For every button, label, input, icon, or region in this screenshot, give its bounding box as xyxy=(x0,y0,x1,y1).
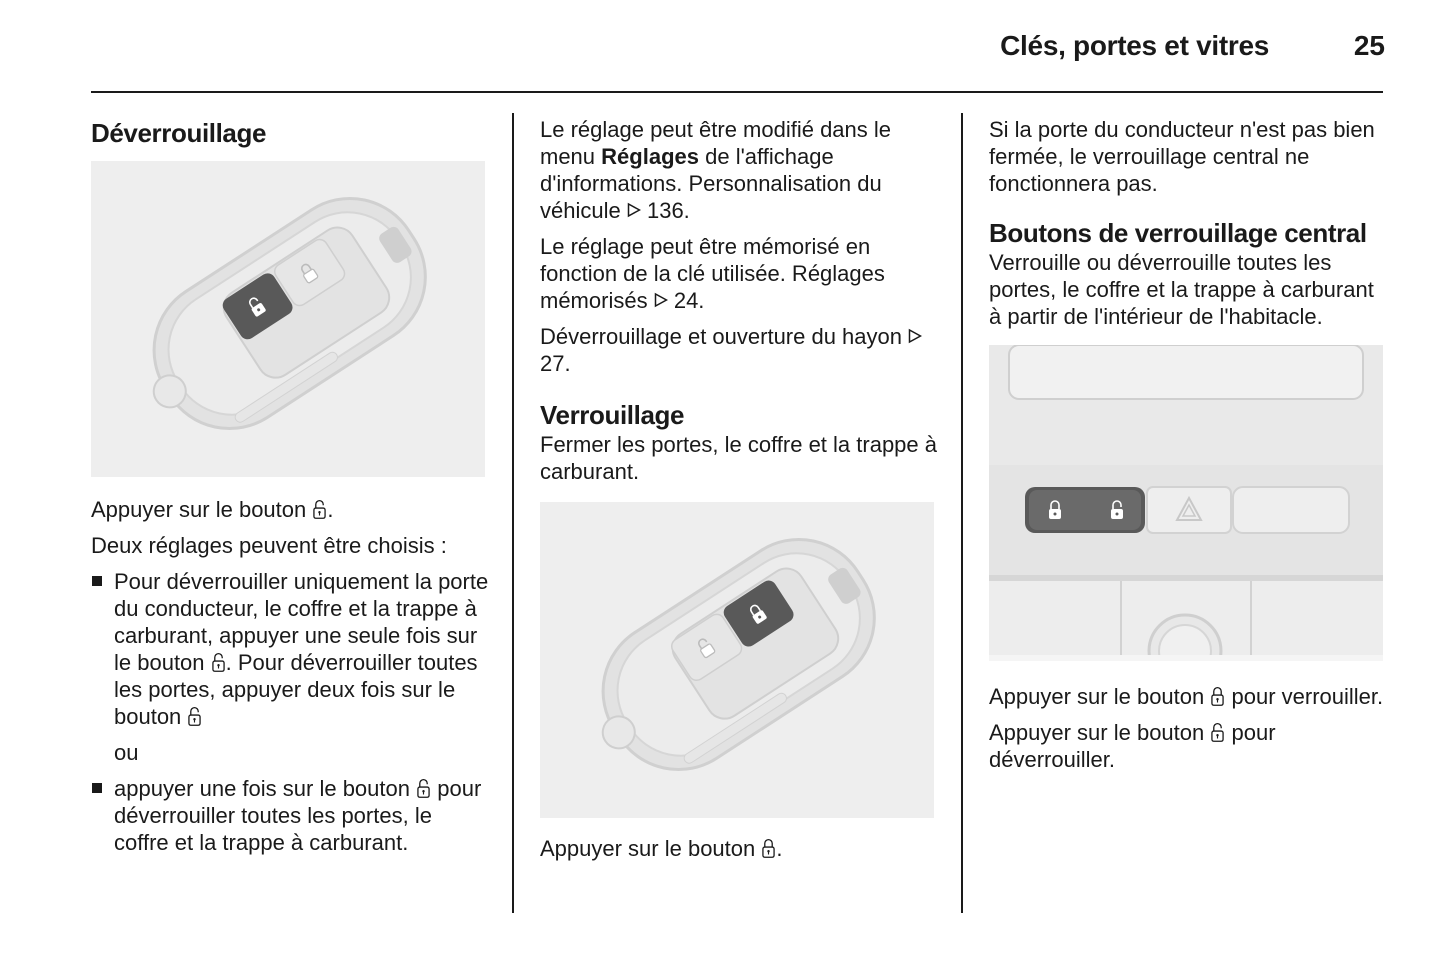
page-reference[interactable]: 136. xyxy=(646,198,690,223)
paragraph: Fermer les portes, le coffre et la trappe à carburant. xyxy=(540,432,937,484)
paragraph-ou: ou xyxy=(114,740,139,765)
paragraph: Verrouille ou déverrouille toutes les portes, le coffre et la trappe à carburant à partir de l'intérieur de l'habitacle. xyxy=(989,250,1374,329)
section-heading-boutons-verrouillage-central: Boutons de verrouillage central xyxy=(989,218,1367,248)
key-fob-unlock-figure xyxy=(91,161,485,477)
paragraph: Appuyer sur le bouton . xyxy=(91,497,334,522)
paragraph: Le réglage peut être mémorisé en fonction de la clé utilisée. Réglages mémorisés 24. xyxy=(540,234,885,313)
column-1 xyxy=(91,117,491,865)
lock-icon xyxy=(762,837,775,859)
lock-icon xyxy=(1211,685,1224,707)
options-list xyxy=(91,568,491,730)
menu-name: Réglages xyxy=(601,144,699,169)
section-heading-verrouillage: Verrouillage xyxy=(540,400,685,430)
unlock-icon xyxy=(188,705,201,727)
section-heading-deverrouillage: Déverrouillage xyxy=(91,118,267,148)
options-list xyxy=(91,775,491,856)
column-2 xyxy=(540,116,938,871)
column-divider-2 xyxy=(961,113,963,913)
paragraph: Appuyer sur le bouton pour verrouiller. xyxy=(989,684,1384,709)
paragraph: Déverrouillage et ouverture du hayon 27. xyxy=(540,323,938,377)
paragraph: Appuyer sur le bouton pour déverrouiller. xyxy=(989,720,1276,772)
central-locking-figure xyxy=(989,345,1383,661)
page-reference[interactable]: 27. xyxy=(540,351,571,376)
chapter-title: Clés, portes et vitres xyxy=(1000,30,1269,61)
page-number: 25 xyxy=(1353,30,1385,61)
unlock-icon xyxy=(417,777,430,799)
unlock-icon xyxy=(212,651,225,673)
paragraph: Deux réglages peuvent être choisis : xyxy=(91,533,447,558)
unlock-icon xyxy=(313,498,326,520)
header-rule xyxy=(91,91,1383,93)
page-reference-arrow-icon xyxy=(908,327,922,345)
column-3 xyxy=(989,116,1385,782)
page-reference-arrow-icon xyxy=(627,201,641,219)
column-divider-1 xyxy=(512,113,514,913)
paragraph: Le réglage peut être modifié dans le menu Réglages de l'affichage d'informations. Personnalisation du véhicule 136. xyxy=(540,117,892,223)
page-reference-arrow-icon xyxy=(654,291,668,309)
key-fob-lock-icon xyxy=(540,502,934,818)
key-fob-lock-figure xyxy=(540,502,934,818)
central-locking-buttons-icon xyxy=(989,345,1383,661)
list-item: Pour déverrouiller uniquement la porte du conducteur, le coffre et la trappe à carburant, appuyer une seule fois sur le bouton . Pour déverrouiller toutes les portes, appuyer deux fois sur le bouton xyxy=(91,568,491,730)
paragraph: Appuyer sur le bouton . xyxy=(540,836,783,861)
list-item: appuyer une fois sur le bouton pour déverrouiller toutes les portes, le coffre et la trappe à carburant. xyxy=(91,775,491,856)
unlock-icon xyxy=(1211,721,1224,743)
page-reference[interactable]: 24. xyxy=(673,288,705,313)
paragraph: Si la porte du conducteur n'est pas bien fermée, le verrouillage central ne fonctionnera pas. xyxy=(989,117,1375,196)
key-fob-unlock-icon xyxy=(91,161,485,477)
